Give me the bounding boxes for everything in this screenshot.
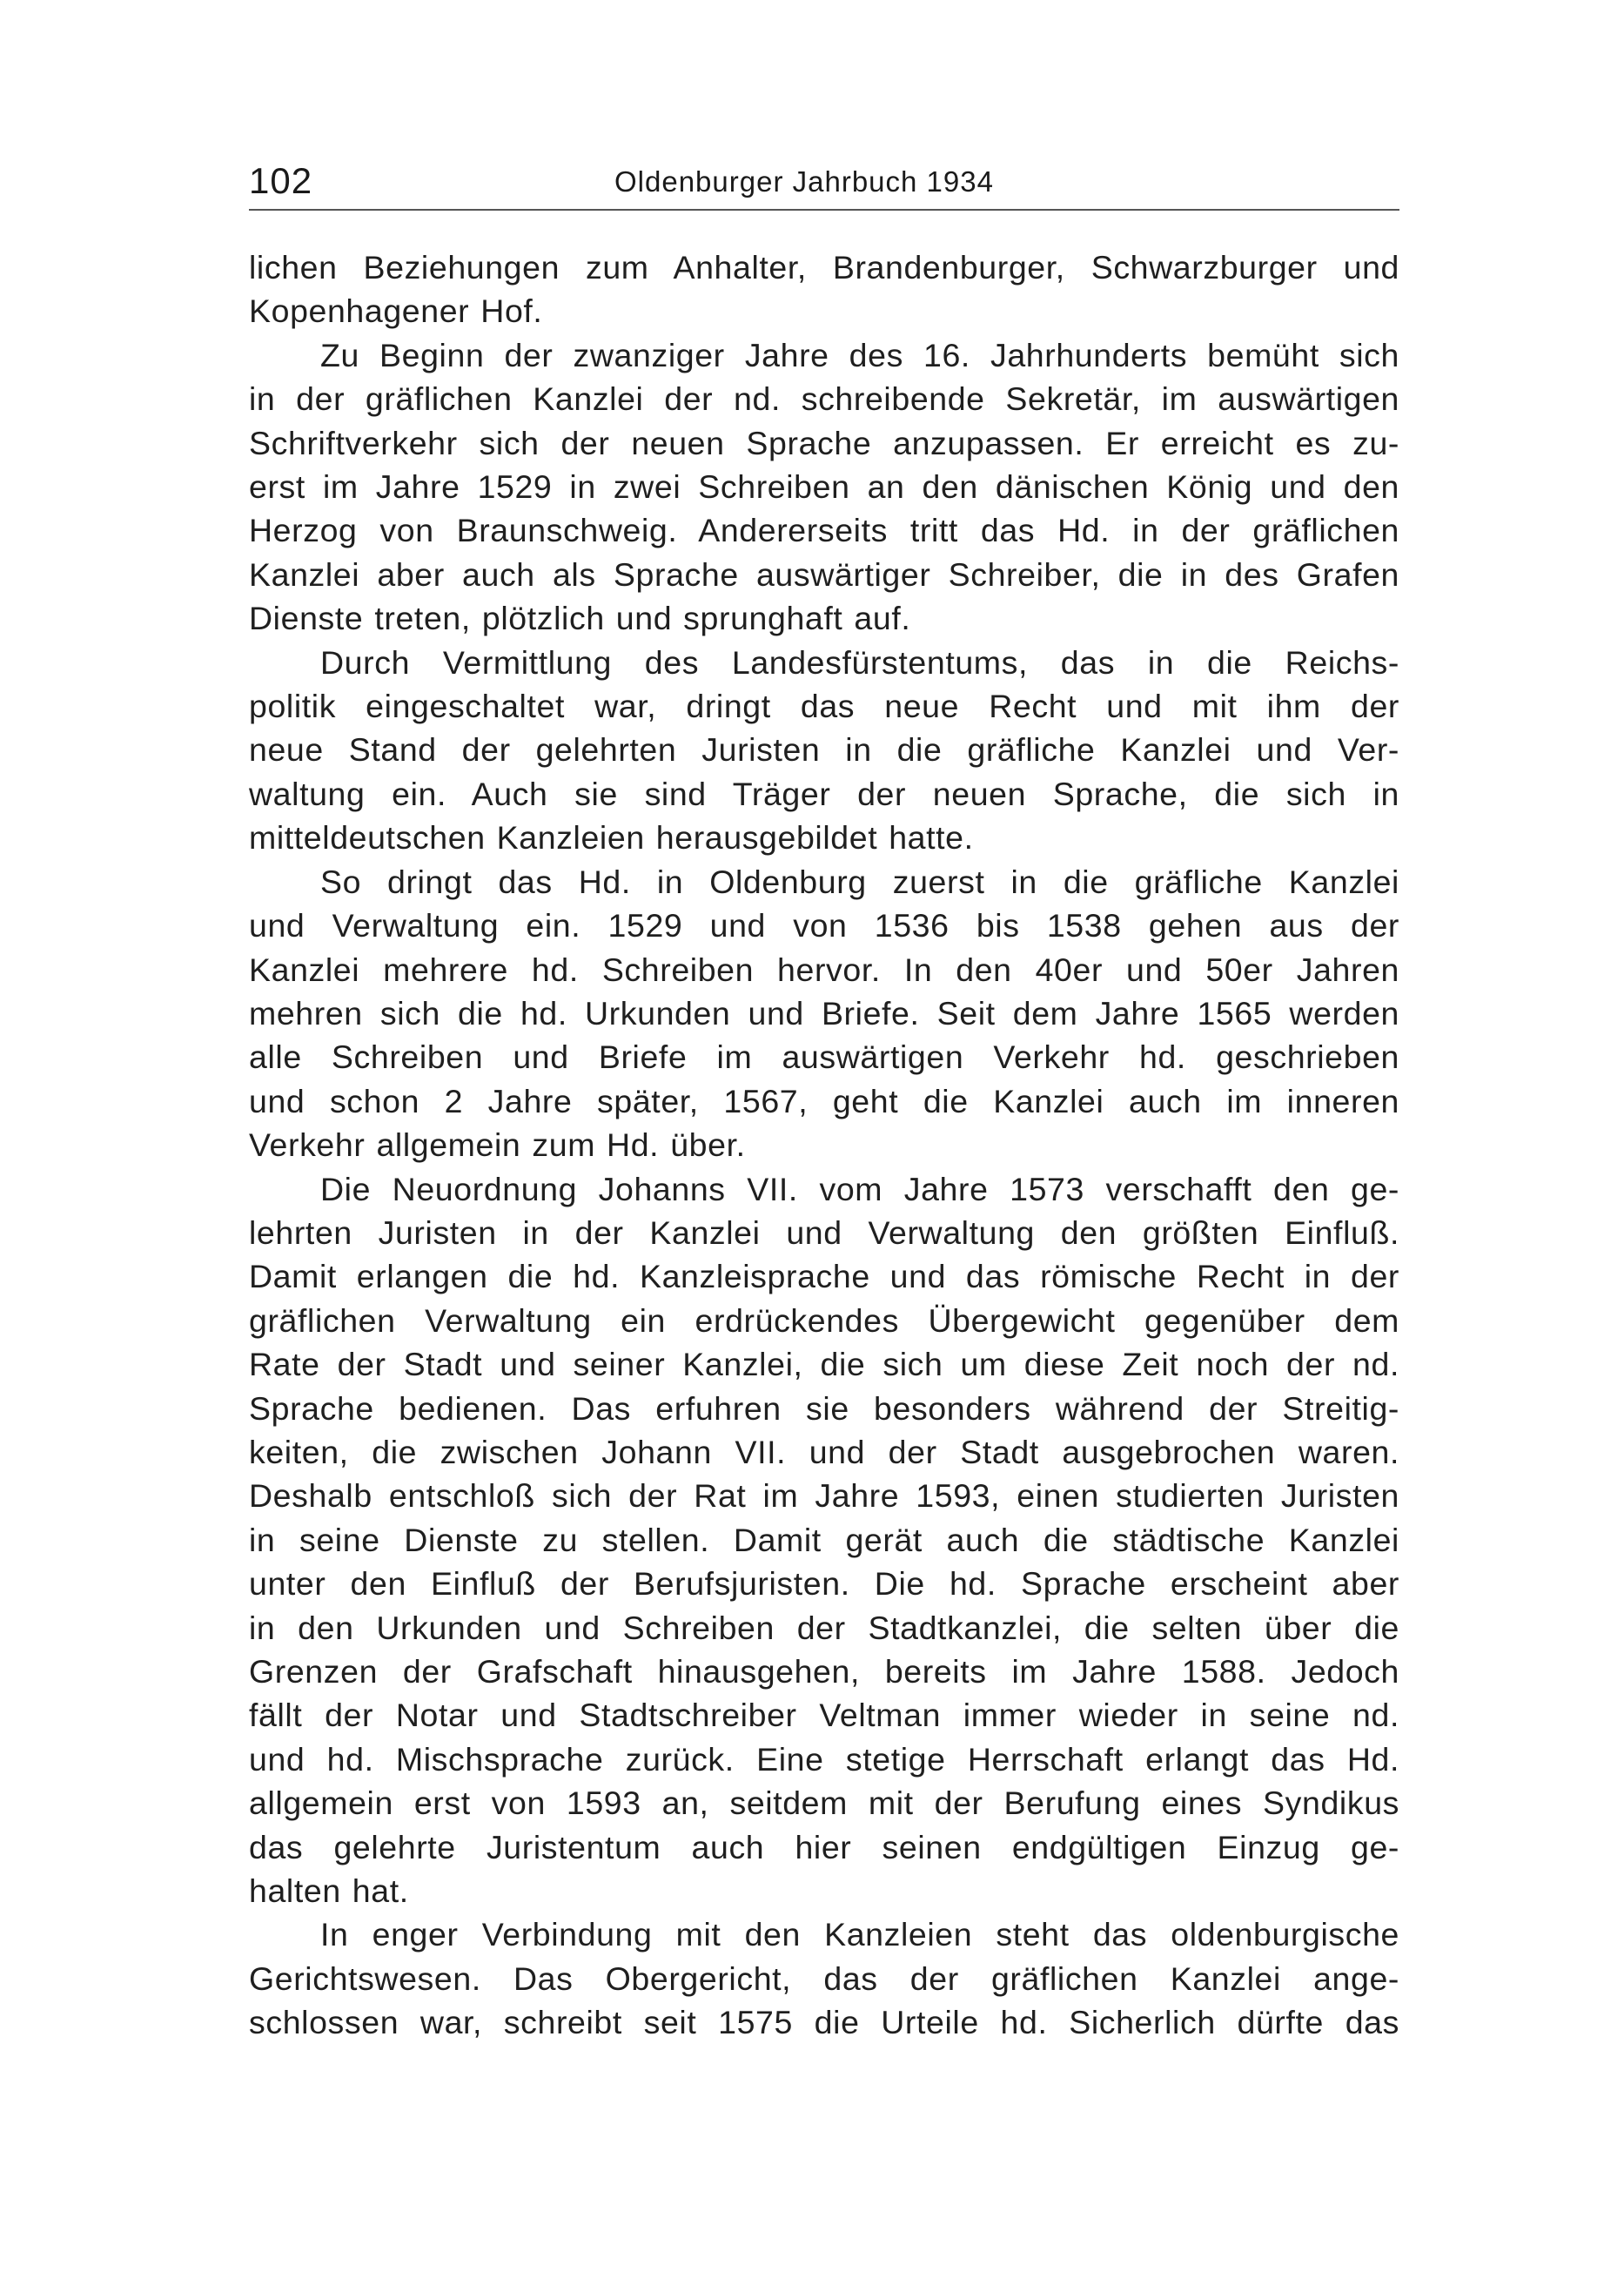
text-line: und schon 2 Jahre später, 1567, geht die Kanzlei auch im inneren xyxy=(249,1082,1399,1119)
text-line: Kanzlei mehrere hd. Schreiben hervor. In den 40er und 50er Jahren xyxy=(249,951,1399,988)
paragraph xyxy=(249,860,1399,1167)
text-line: mitteldeutschen Kanzleien herausgebildet hatte. xyxy=(249,819,974,857)
text-line: waltung ein. Auch sie sind Träger der neuen Sprache, die sich in xyxy=(249,775,1399,812)
text-line: Herzog von Braunschweig. Andererseits tritt das Hd. in der gräflichen xyxy=(249,512,1399,549)
text-line: mehren sich die hd. Urkunden und Briefe. Seit dem Jahre 1565 werden xyxy=(249,994,1399,1032)
text-line: alle Schreiben und Briefe im auswärtigen Verkehr hd. geschrieben xyxy=(249,1038,1399,1076)
running-title: Oldenburger Jahrbuch 1934 xyxy=(614,165,994,198)
text-line: Gerichtswesen. Das Obergericht, das der gräflichen Kanzlei ange- xyxy=(249,1959,1399,1997)
text-line: Rate der Stadt und seiner Kanzlei, die sich um diese Zeit noch der nd. xyxy=(249,1346,1399,1383)
text-line: in der gräflichen Kanzlei der nd. schreibende Sekretär, im auswärtigen xyxy=(249,380,1399,418)
text-line: Deshalb entschloß sich der Rat im Jahre 1593, einen studierten Juristen xyxy=(249,1477,1399,1515)
text-line: keiten, die zwischen Johann VII. und der Stadt ausgebrochen waren. xyxy=(249,1433,1399,1470)
text-line: halten hat. xyxy=(249,1872,409,1910)
text-line: erst im Jahre 1529 in zwei Schreiben an den dänischen König und den xyxy=(249,468,1399,506)
text-line: lehrten Juristen in der Kanzlei und Verwaltung den größten Einfluß. xyxy=(249,1213,1399,1251)
paragraph xyxy=(249,333,1399,641)
text-line: in den Urkunden und Schreiben der Stadtkanzlei, die selten über die xyxy=(249,1609,1399,1646)
text-line: neue Stand der gelehrten Juristen in die gräfliche Kanzlei und Ver- xyxy=(249,731,1399,769)
text-line: allgemein erst von 1593 an, seitdem mit der Berufung eines Syndikus xyxy=(249,1785,1399,1822)
body-text xyxy=(249,245,1399,2045)
text-line: unter den Einfluß der Berufsjuristen. Die hd. Sprache erscheint aber xyxy=(249,1565,1399,1603)
text-line: Dienste treten, plötzlich und sprunghaft auf. xyxy=(249,600,911,637)
text-line: lichen Beziehungen zum Anhalter, Brandenburger, Schwarzburger und xyxy=(249,249,1399,286)
paragraph xyxy=(249,641,1399,860)
text-line: Damit erlangen die hd. Kanzleisprache und das römische Recht in der xyxy=(249,1258,1399,1295)
text-line: Zu Beginn der zwanziger Jahre des 16. Jahrhunderts bemüht sich xyxy=(320,336,1399,373)
paragraph xyxy=(249,1167,1399,1913)
text-line: fällt der Notar und Stadtschreiber Veltman immer wieder in seine nd. xyxy=(249,1697,1399,1734)
text-line: Schriftverkehr sich der neuen Sprache anzupassen. Er erreicht es zu- xyxy=(249,424,1399,461)
text-line: in seine Dienste zu stellen. Damit gerät auch die städtische Kanzlei xyxy=(249,1521,1399,1558)
text-line: politik eingeschaltet war, dringt das neue Recht und mit ihm der xyxy=(249,688,1399,725)
text-line: Sprache bedienen. Das erfuhren sie besonders während der Streitig- xyxy=(249,1389,1399,1427)
text-line: Verkehr allgemein zum Hd. über. xyxy=(249,1126,746,1164)
text-line: gräflichen Verwaltung ein erdrückendes Übergewicht gegenüber dem xyxy=(249,1301,1399,1339)
paragraph xyxy=(249,245,1399,333)
text-line: Grenzen der Grafschaft hinausgehen, bereits im Jahre 1588. Jedoch xyxy=(249,1653,1399,1690)
text-line: und hd. Mischsprache zurück. Eine stetige Herrschaft erlangt das Hd. xyxy=(249,1740,1399,1778)
page-header xyxy=(249,155,1399,207)
text-line: Die Neuordnung Johanns VII. vom Jahre 1573 verschafft den ge- xyxy=(320,1170,1399,1207)
text-line: So dringt das Hd. in Oldenburg zuerst in die gräfliche Kanzlei xyxy=(320,863,1399,900)
text-line: Kanzlei aber auch als Sprache auswärtiger Schreiber, die in des Grafen xyxy=(249,555,1399,593)
text-line: schlossen war, schreibt seit 1575 die Urteile hd. Sicherlich dürfte das xyxy=(249,2004,1399,2041)
paragraph xyxy=(249,1912,1399,2044)
text-line: In enger Verbindung mit den Kanzleien steht das oldenburgische xyxy=(320,1916,1399,1953)
text-line: Kopenhagener Hof. xyxy=(249,292,543,330)
text-line: das gelehrte Juristentum auch hier seinen endgültigen Einzug ge- xyxy=(249,1828,1399,1865)
text-line: und Verwaltung ein. 1529 und von 1536 bis 1538 gehen aus der xyxy=(249,907,1399,944)
text-line: Durch Vermittlung des Landesfürstentums, das in die Reichs- xyxy=(320,643,1399,681)
header-rule xyxy=(249,209,1399,211)
page-number: 102 xyxy=(249,160,313,201)
